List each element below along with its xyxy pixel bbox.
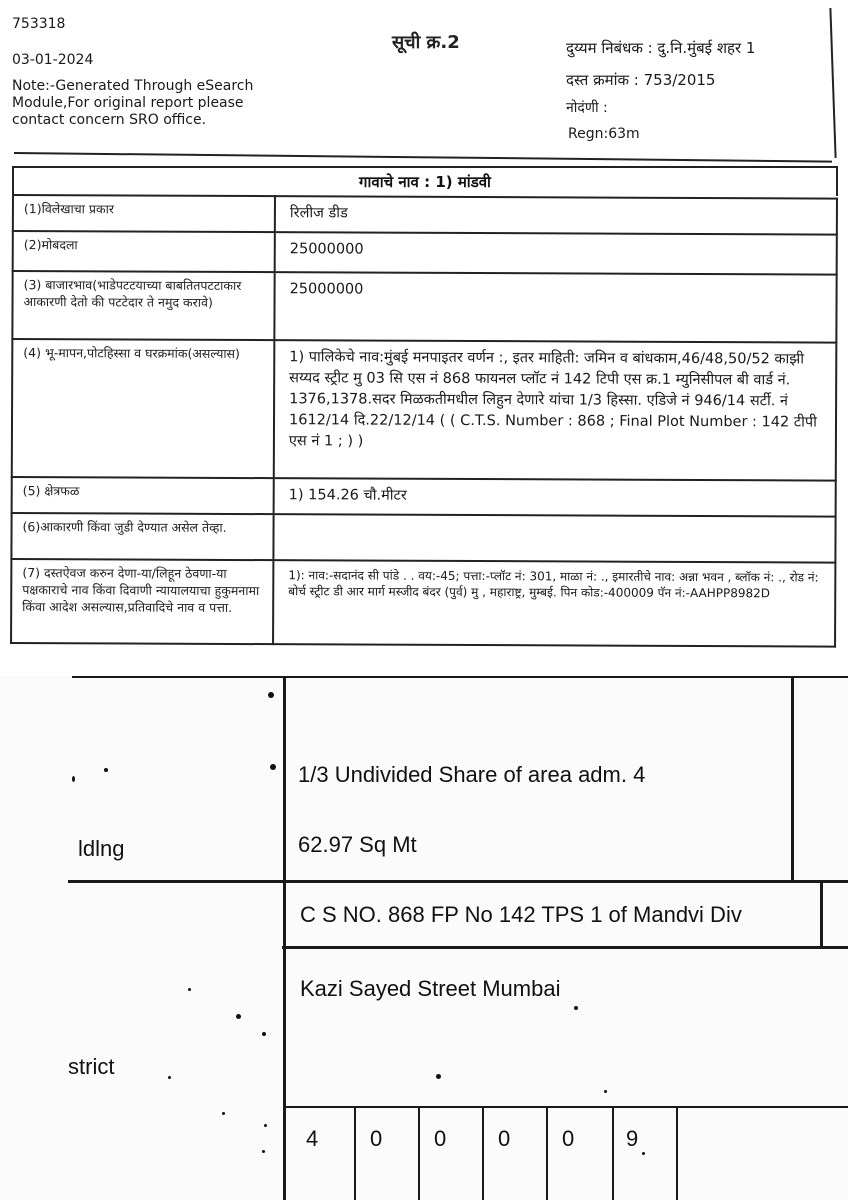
- village-name: गावाचे नाव : 1) मांडवी: [12, 166, 838, 196]
- scan-speck: [188, 988, 191, 991]
- scan-speck: [222, 1112, 225, 1115]
- pin-box-divider: [482, 1108, 484, 1200]
- document-number: दस्त क्रमांक : 753/2015: [566, 71, 716, 89]
- pin-digit: 0: [562, 1126, 575, 1151]
- form-line: [286, 1106, 848, 1108]
- scan-speck: [264, 1124, 267, 1127]
- undivided-share-text: 1/3 Undivided Share of area adm. 4: [298, 762, 646, 787]
- regn-code: Regn:63m: [568, 126, 640, 142]
- scan-speck: [574, 1006, 578, 1010]
- scan-speck: [270, 764, 276, 770]
- pin-box-divider: [418, 1108, 420, 1200]
- cs-number-text: C S NO. 868 FP No 142 TPS 1 of Mandvi Div: [300, 902, 742, 927]
- pin-box-divider: [612, 1108, 614, 1200]
- property-details-table: [10, 194, 838, 648]
- table-row: [12, 477, 836, 517]
- form-line: [791, 676, 794, 881]
- row-value: रिलीज डीड: [275, 196, 837, 234]
- row-value: 25000000: [275, 232, 837, 274]
- scan-speck: [642, 1152, 645, 1155]
- pin-digit: 4: [306, 1126, 319, 1151]
- row-value: 1) पालिकेचे नाव:मुंबई मनपाइतर वर्णन :, इतर माहिती: जमिन व बांधकाम,46/48,50/52 काझी सय्यद स्ट्रीट मु 03 सि एस नं 868 फायनल प्लॉट नं 142 टिपी एस क्र.1 म्युनिसीपल बी वार्ड नं. 1376,1378.सदर मिळकतीमधील लिहुन देणारे यांचा 1/3 हिस्सा. एडिजे नं 946/14 सर्टी. नं 1612/14 दि.22/12/14 ( ( C.T.S. Number : 868 ; Final Plot Number : 142 टीपी एस नं 1 ; ) ): [274, 340, 837, 480]
- row-label: (2)मोबदला: [13, 231, 275, 272]
- header-border-right: [829, 8, 836, 158]
- form-line: [68, 880, 848, 883]
- scan-speck: [72, 776, 75, 782]
- scan-speck: [268, 692, 274, 698]
- row-value: [273, 514, 835, 562]
- scan-speck: [262, 1150, 265, 1153]
- area-text: 62.97 Sq Mt: [298, 832, 417, 857]
- table-row: [13, 195, 837, 235]
- table-row: [11, 513, 835, 563]
- row-value: 1): नाव:-सदानंद सी पांडे . . वय:-45; पत्ता:-प्लॉट नं: 301, माळा नं: ., इमारतीचे नाव: अन्ना भवन , ब्लॉक नं: ., रोड नं: बोर्च स्ट्रीट डी आर मार्ग मस्जीद बंदर (पुर्व) मु , महाराष्ट्र, मुम्बई. पिन कोड:-400009 पॅन नं:-AAHPP8982D: [273, 560, 835, 646]
- pin-digit: 0: [434, 1126, 447, 1151]
- form-line: [72, 676, 848, 678]
- document-title: सूची क्र.2: [392, 32, 460, 53]
- row-value: 1) 154.26 चौ.मीटर: [274, 478, 836, 516]
- street-text: Kazi Sayed Street Mumbai: [300, 976, 561, 1001]
- table-row: [11, 559, 835, 647]
- row-value: 25000000: [274, 272, 836, 342]
- row-label: (7) दस्तऐवज करुन देणा-या/लिहून ठेवणा-या पक्षकाराचे नाव किंवा दिवाणी न्यायालयाचा हुकुमनामा किंवा आदेश असल्यास,प्रतिवादिचे नाव व पत्ता.: [11, 559, 273, 644]
- scan-speck: [604, 1090, 607, 1093]
- form-line: [282, 946, 848, 949]
- header-divider: [14, 152, 832, 163]
- table-row: [12, 339, 837, 481]
- document-id: 753318: [12, 16, 66, 32]
- pin-box-divider: [546, 1108, 548, 1200]
- scanned-form-crop: [0, 676, 848, 1200]
- scan-speck: [236, 1014, 241, 1019]
- pin-digit: 0: [370, 1126, 383, 1151]
- table-row: [12, 271, 836, 343]
- scan-speck: [262, 1032, 266, 1036]
- pin-digit: 0: [498, 1126, 511, 1151]
- row-label: (3) बाजारभाव(भाडेपटटयाच्या बाबतितपटटाकार आकारणी देतो की पटटेदार ते नमुद करावे): [12, 271, 274, 340]
- esearch-note: Note:-Generated Through eSearch Module,For original report please contact concern SRO office.: [12, 78, 254, 128]
- district-label-fragment: strict: [68, 1054, 115, 1079]
- scan-speck: [168, 1076, 171, 1079]
- office-label: दुय्यम निबंधक : दु.नि.मुंबई शहर 1: [566, 39, 756, 57]
- scan-speck: [436, 1074, 441, 1079]
- registration-label: नोदंणी :: [566, 100, 608, 116]
- scan-speck: [104, 768, 108, 772]
- row-label: (4) भू-मापन,पोटहिस्सा व घरक्रमांक(असल्यास): [12, 339, 275, 478]
- form-line: [283, 676, 286, 1200]
- pin-box-divider: [676, 1108, 678, 1200]
- row-label: (1)विलेखाचा प्रकार: [13, 195, 275, 232]
- table-row: [13, 231, 837, 275]
- row-label: (6)आकारणी किंवा जुडी देण्यात असेल तेव्हा.: [11, 513, 273, 560]
- row-label: (5) क्षेत्रफळ: [12, 477, 274, 514]
- pin-box-divider: [354, 1108, 356, 1200]
- form-line: [820, 882, 823, 946]
- building-label-fragment: ldlng: [78, 836, 125, 861]
- pin-digit: 9: [626, 1126, 639, 1151]
- document-date: 03-01-2024: [12, 52, 94, 68]
